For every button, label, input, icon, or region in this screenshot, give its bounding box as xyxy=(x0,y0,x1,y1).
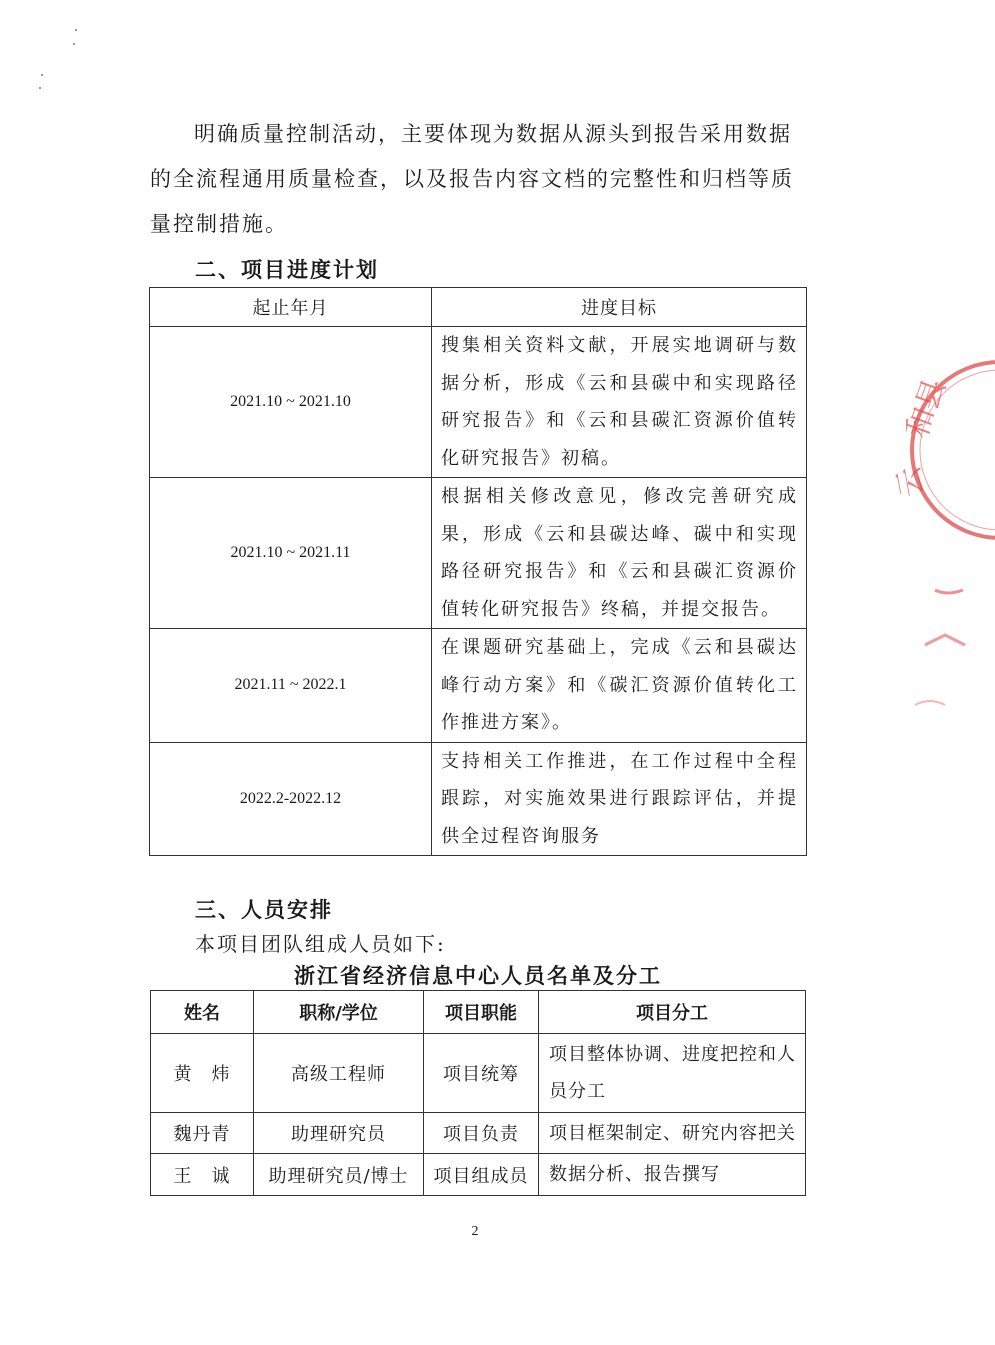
period-cell: 2021.10 ~ 2021.11 xyxy=(150,478,432,629)
goal-cell: 在课题研究基础上，完成《云和县碳达峰行动方案》和《碳汇资源价值转化工作推进方案》。 xyxy=(432,629,807,743)
staff-table xyxy=(150,990,806,1196)
schedule-table xyxy=(149,287,807,856)
section-heading-schedule: 二、项目进度计划 xyxy=(195,258,379,282)
name-cell: 魏丹青 xyxy=(151,1113,254,1154)
name-cell: 王 诚 xyxy=(151,1154,254,1196)
goal-cell: 搜集相关资料文献，开展实地调研与数据分析，形成《云和县碳中和实现路径研究报告》和《云和县碳汇资源价值转化研究报告》初稿。 xyxy=(432,327,807,478)
title-cell: 高级工程师 xyxy=(254,1034,424,1113)
svg-text:和县: 和县 xyxy=(899,374,954,443)
table-row xyxy=(150,742,807,856)
table-row xyxy=(151,1034,806,1113)
name-cell: 黄 炜 xyxy=(151,1034,254,1113)
task-cell: 项目整体协调、进度把控和人员分工 xyxy=(539,1034,806,1113)
period-cell: 2022.2-2022.12 xyxy=(150,742,432,856)
staff-intro: 本项目团队组成人员如下: xyxy=(195,932,446,956)
table-row xyxy=(150,478,807,629)
header-task: 项目分工 xyxy=(539,991,806,1034)
title-cell: 助理研究员 xyxy=(254,1113,424,1154)
svg-text:云: 云 xyxy=(891,464,931,500)
scan-specks xyxy=(30,20,90,100)
period-cell: 2021.10 ~ 2021.10 xyxy=(150,327,432,478)
title-cell: 助理研究员/博士 xyxy=(254,1154,424,1196)
goal-cell: 支持相关工作推进，在工作过程中全程跟踪，对实施效果进行跟踪评估，并提供全过程咨询服务 xyxy=(432,742,807,856)
table-row xyxy=(151,1113,806,1154)
goal-cell: 根据相关修改意见，修改完善研究成果，形成《云和县碳达峰、碳中和实现路径研究报告》和《云和县碳汇资源价值转化研究报告》终稿，并提交报告。 xyxy=(432,478,807,629)
table-header-row xyxy=(150,288,807,327)
table-row xyxy=(151,1154,806,1196)
table-row xyxy=(150,629,807,743)
section-heading-staff: 三、人员安排 xyxy=(195,898,333,922)
staff-table-caption: 浙江省经济信息中心人员名单及分工 xyxy=(294,964,662,988)
role-cell: 项目组成员 xyxy=(424,1154,539,1196)
intro-paragraph: 明确质量控制活动，主要体现为数据从源头到报告采用数据的全流程通用质量检查，以及报告内容文档的完整性和归档等质量控制措施。 xyxy=(150,122,794,236)
header-role: 项目职能 xyxy=(424,991,539,1034)
header-period: 起止年月 xyxy=(150,288,432,327)
header-goal: 进度目标 xyxy=(432,288,807,327)
red-seal-stamp xyxy=(891,345,995,745)
table-row xyxy=(150,327,807,478)
table-header-row xyxy=(151,991,806,1034)
page-number: 2 xyxy=(471,1224,479,1239)
task-cell: 数据分析、报告撰写 xyxy=(539,1154,806,1196)
header-name: 姓名 xyxy=(151,991,254,1034)
header-title: 职称/学位 xyxy=(254,991,424,1034)
period-cell: 2021.11 ~ 2022.1 xyxy=(150,629,432,743)
role-cell: 项目统筹 xyxy=(424,1034,539,1113)
task-cell: 项目框架制定、研究内容把关 xyxy=(539,1113,806,1154)
role-cell: 项目负责 xyxy=(424,1113,539,1154)
